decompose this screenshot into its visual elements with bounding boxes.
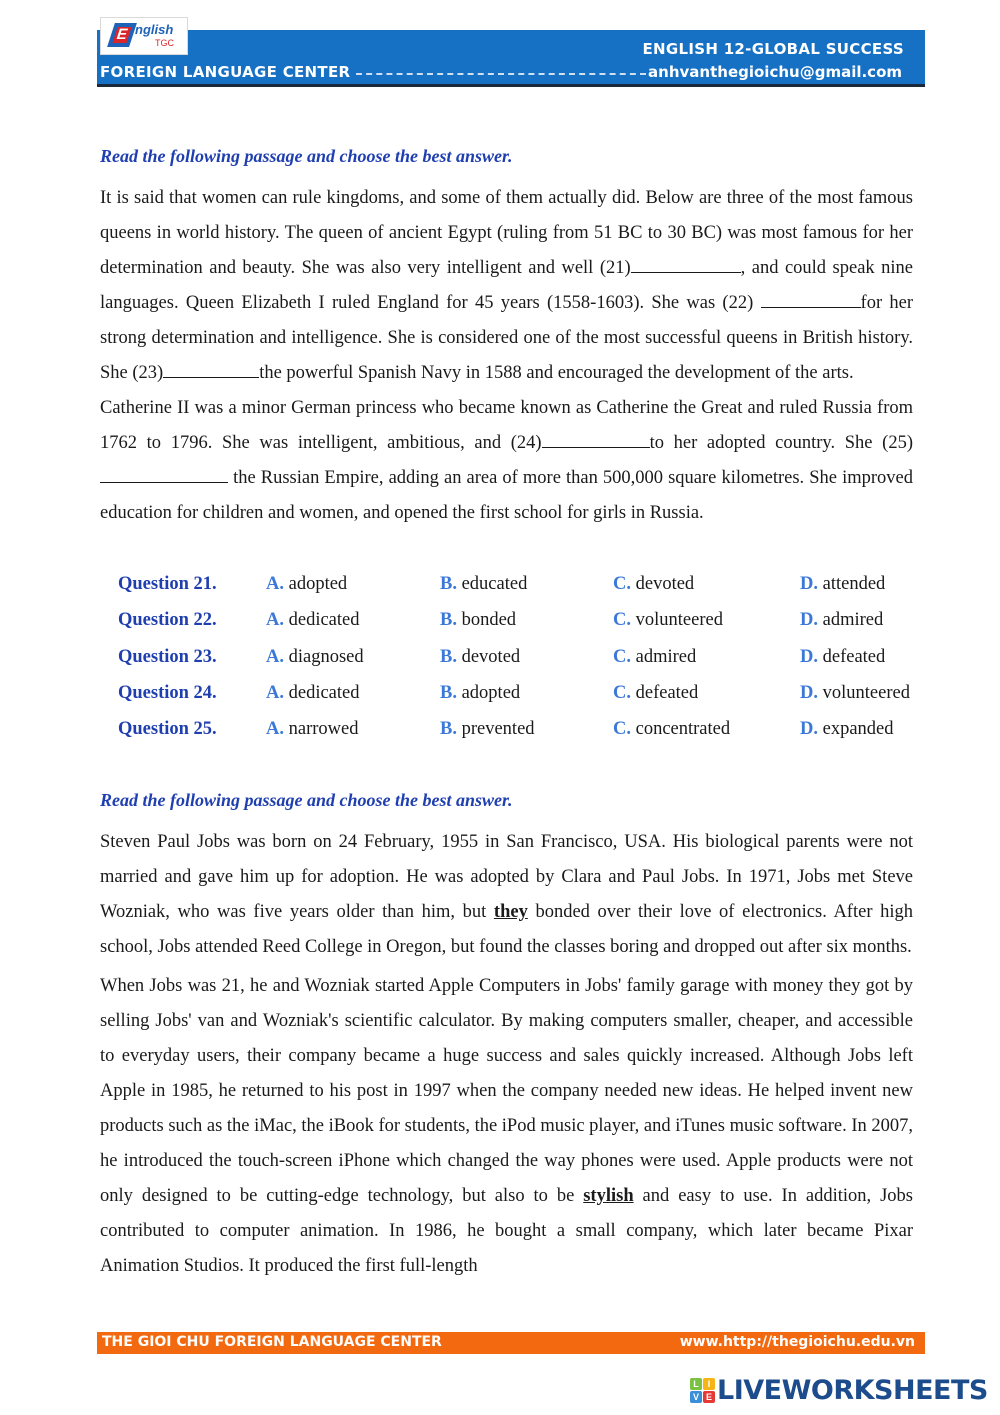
tile-l: L — [690, 1378, 702, 1390]
english-tgc-logo — [100, 17, 188, 55]
option-text: prevented — [461, 719, 535, 740]
section1-instruction: Read the following passage and choose the best answer. — [100, 146, 513, 166]
question-row-25 — [118, 711, 938, 747]
option-text: devoted — [461, 646, 521, 667]
section2-passage — [100, 825, 913, 1284]
option-letter: C. — [613, 610, 631, 631]
section1-passage — [100, 181, 913, 531]
question-label: Question 21. — [118, 574, 217, 594]
option-letter: A. — [266, 646, 284, 667]
course-title: ENGLISH 12-GLOBAL SUCCESS — [642, 40, 904, 58]
option-a[interactable] — [266, 602, 360, 638]
question-row-23 — [118, 639, 938, 675]
option-b[interactable] — [440, 602, 516, 638]
option-letter: B. — [440, 646, 457, 667]
option-text: educated — [461, 574, 528, 594]
passage-paragraph-queens — [100, 181, 913, 391]
option-text: dedicated — [288, 610, 360, 631]
footer-website-link[interactable]: www.http://thegioichu.edu.vn — [679, 1334, 915, 1350]
text-span: Catherine II was a minor German princess who became known as Catherine the Great and ruled Russia from 1762 to 1796. She was intelligent, ambitious, and (24) — [100, 398, 913, 453]
option-letter: D. — [800, 610, 818, 631]
header-dash-divider — [356, 73, 646, 75]
liveworksheets-wordmark: LIVEWORKSHEETS — [717, 1374, 988, 1406]
option-letter: D. — [800, 719, 818, 740]
passage-paragraph-apple — [100, 969, 913, 1284]
logo-sub: TGC — [155, 38, 174, 48]
option-text: expanded — [822, 719, 894, 740]
blank-24[interactable] — [542, 427, 650, 448]
option-letter: D. — [800, 574, 818, 594]
logo-e-icon — [107, 23, 137, 47]
text-span: and easy to use. In addition, Jobs contributed to computer animation. In 1986, he bought a small company, which later became Pixar Animation Studios. It produced the first full-length — [100, 1186, 913, 1276]
text-span: the Russian Empire, adding an area of more than 500,000 square kilometres. She improved education for children and women, and opened the first school for girls in Russia. — [100, 468, 913, 523]
text-span: the powerful Spanish Navy in 1588 and encouraged the development of the arts. — [259, 363, 854, 383]
blank-21[interactable] — [631, 252, 741, 273]
option-letter: B. — [440, 719, 457, 740]
text-span: When Jobs was 21, he and Wozniak started Apple Computers in Jobs' family garage with money they got by selling Jobs' van and Wozniak's scientific calculator. By making computers smaller, cheaper, and accessible to everyday users, their company became a huge success and sales quickly increased. Although Jobs left Apple in 1985, he returned to his post in 1997 when the company needed new ideas. He helped invent new products such as the iMac, the iBook for students, the iPod music player, and iTunes music software. In 2007, he introduced the touch-screen iPhone which changed the way phones were used. Apple products were not only designed to be cutting-edge technology, but also to be — [100, 976, 913, 1206]
option-letter: C. — [613, 719, 631, 740]
option-text: dedicated — [288, 682, 360, 703]
text-span: It is said that women can rule kingdoms, and some of them actually did. Below are three of the most famous queens in world history. The queen of ancient Egypt (ruling from 51 BC to 30 BC) was most famous for her determination and beauty. She was also very intelligent and well (21) — [100, 188, 913, 278]
tile-e: E — [703, 1391, 715, 1403]
highlighted-word-stylish: stylish — [583, 1186, 634, 1206]
option-text: narrowed — [288, 719, 359, 740]
contact-email: anhvanthegioichu@gmail.com — [648, 63, 902, 81]
question-label: Question 24. — [118, 682, 217, 703]
option-letter: B. — [440, 610, 457, 631]
question-row-21 — [118, 566, 938, 602]
option-c[interactable] — [613, 711, 730, 747]
text-span: Steven Paul Jobs was born on 24 February, 1955 in San Francisco, USA. His biological parents were not married and gave him up for adoption. He was adopted by Clara and Paul Jobs. In 1971, Jobs met Steve Wozniak, who was five years older than him, but — [100, 832, 913, 922]
option-text: devoted — [635, 574, 695, 594]
option-letter: C. — [613, 682, 631, 703]
option-c[interactable] — [613, 675, 698, 711]
option-b[interactable] — [440, 566, 527, 602]
option-a[interactable] — [266, 639, 364, 675]
option-text: attended — [822, 574, 886, 594]
option-letter: C. — [613, 574, 631, 594]
option-text: volunteered — [822, 682, 910, 703]
option-letter: D. — [800, 646, 818, 667]
highlighted-word-they: they — [493, 902, 528, 922]
passage-paragraph-catherine — [100, 391, 913, 531]
option-letter: A. — [266, 719, 284, 740]
option-a[interactable] — [266, 566, 347, 602]
question-label: Question 22. — [118, 610, 217, 631]
footer-center-name: THE GIOI CHU FOREIGN LANGUAGE CENTER — [102, 1334, 442, 1350]
option-c[interactable] — [613, 566, 694, 602]
option-text: diagnosed — [288, 646, 364, 667]
section2-instruction: Read the following passage and choose the best answer. — [100, 790, 513, 810]
question-label: Question 25. — [118, 719, 217, 740]
option-text: volunteered — [635, 610, 723, 631]
option-d[interactable] — [800, 566, 885, 602]
liveworksheets-logo[interactable] — [690, 1374, 988, 1406]
option-text: bonded — [461, 610, 517, 631]
blank-25[interactable] — [100, 462, 228, 483]
option-b[interactable] — [440, 711, 535, 747]
option-d[interactable] — [800, 711, 894, 747]
passage-paragraph-jobs-early — [100, 825, 913, 965]
center-name — [100, 63, 646, 81]
blank-23[interactable] — [163, 357, 259, 378]
option-c[interactable] — [613, 602, 723, 638]
option-letter: A. — [266, 574, 284, 594]
option-a[interactable] — [266, 711, 358, 747]
option-b[interactable] — [440, 639, 520, 675]
option-letter: B. — [440, 574, 457, 594]
option-d[interactable] — [800, 675, 910, 711]
text-span: bonded over their love of electronics. After high school, Jobs attended Reed College in Oregon, but found the classes boring and dropped out after six months. — [100, 902, 913, 957]
question-label: Question 23. — [118, 646, 217, 667]
logo-word: nglish — [135, 22, 174, 37]
option-text: defeated — [635, 682, 699, 703]
logo-e-letter: E — [114, 26, 130, 43]
blank-22[interactable] — [761, 287, 861, 308]
question-list — [118, 566, 938, 747]
text-span: to her adopted country. She (25) — [649, 433, 913, 453]
option-text: adopted — [461, 682, 521, 703]
option-letter: A. — [266, 682, 284, 703]
option-letter: A. — [266, 610, 284, 631]
option-letter: C. — [613, 646, 631, 667]
option-text: admired — [635, 646, 697, 667]
text-span: for her strong determination and intelligence. She is considered one of the most successful queens in British history. She (23) — [100, 293, 913, 383]
tile-v: V — [690, 1391, 702, 1403]
option-text: defeated — [822, 646, 886, 667]
center-name-text: FOREIGN LANGUAGE CENTER — [100, 63, 351, 81]
option-letter: D. — [800, 682, 818, 703]
question-row-24 — [118, 675, 938, 711]
question-row-22 — [118, 602, 938, 638]
text-span: , and could speak nine languages. Queen Elizabeth I ruled England for 45 years (1558-1603). She was (22) — [100, 258, 913, 313]
option-text: admired — [822, 610, 884, 631]
option-c[interactable] — [613, 639, 696, 675]
option-letter: B. — [440, 682, 457, 703]
tile-i: I — [703, 1378, 715, 1390]
option-text: adopted — [288, 574, 348, 594]
option-a[interactable] — [266, 675, 360, 711]
live-tiles-icon — [690, 1378, 715, 1403]
option-d[interactable] — [800, 602, 883, 638]
option-text: concentrated — [635, 719, 731, 740]
footer-bar — [97, 1332, 925, 1354]
option-b[interactable] — [440, 675, 520, 711]
option-d[interactable] — [800, 639, 885, 675]
